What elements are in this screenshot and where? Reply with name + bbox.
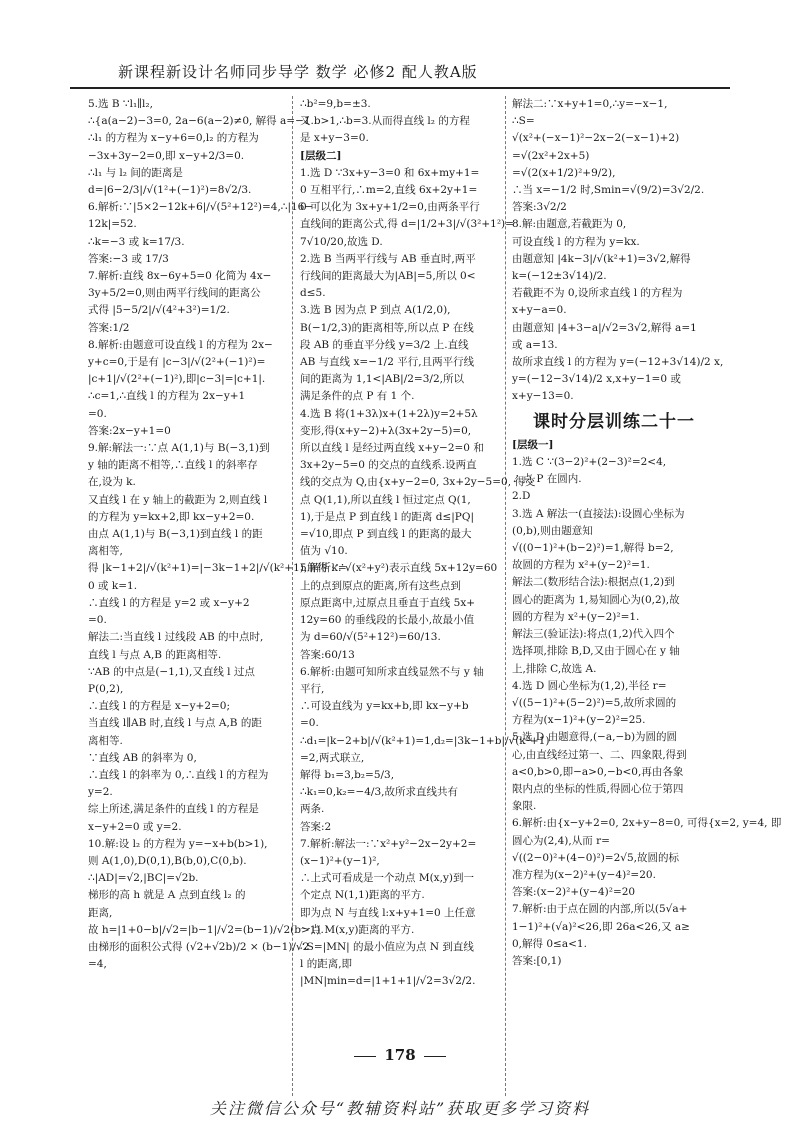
text-line: 为 d=60/√(5²+12²)=60/13. xyxy=(300,631,441,644)
text-line: 值为 √10. xyxy=(300,545,348,558)
text-line: 3y+5/2=0,则由两平行线间的距离公 xyxy=(88,287,261,300)
text-line: ∴S=|MN| 的最小值应为点 N 到直线 xyxy=(300,940,474,953)
text-line: 方程为(x−1)²+(y−2)²=25. xyxy=(512,714,646,727)
text-line: ∴|AD|=√2,|BC|=√2b. xyxy=(88,872,199,885)
text-line: |MN|min=d=|1+1+1|/√2=3√2/2. xyxy=(300,975,476,988)
text-line: 线的交点为 Q,由{x+y−2=0, 3x+2y−5=0, 得交 xyxy=(300,476,536,489)
text-line: 0 可以化为 3x+y+1/2=0,由两条平行 xyxy=(300,201,480,214)
text-line: y+c=0,于是有 |c−3|/√(2²+(−1)²)= xyxy=(88,356,266,369)
text-line: 故所求直线 l 的方程为 y=(−12+3√14)/2 x, xyxy=(512,356,724,369)
text-line: 解法三(验证法):将点(1,2)代入四个 xyxy=(512,628,675,641)
header-title: 新课程新设计名师同步导学 数学 必修2 配人教A版 xyxy=(118,63,478,81)
text-line: 变形,得(x+y−2)+λ(3x+2y−5)=0, xyxy=(300,424,472,437)
text-line: 答案:1/2 xyxy=(88,321,130,334)
text-line: l 的距离,即 xyxy=(300,958,353,971)
text-line: =√10,即点 P 到直线 l 的距离的最大 xyxy=(300,528,472,541)
text-line: 当直线 l∥AB 时,直线 l 与点 A,B 的距 xyxy=(88,717,262,730)
text-line: 课时分层训练二十一 xyxy=(533,411,695,432)
text-line: 4.选 D 圆心坐标为(1,2),半径 r= xyxy=(512,679,667,692)
column-divider xyxy=(505,96,506,1096)
text-line: y=2. xyxy=(88,786,113,799)
text-line: 间的距离为 1,1<|AB|/2=3/2,所以 xyxy=(300,373,464,386)
text-line: [层级一] xyxy=(512,438,554,451)
text-line: 上的点到原点的距离,所有这些点到 xyxy=(300,579,461,592)
text-line: 段 AB 的垂直平分线 y=3/2 上.直线 xyxy=(300,338,469,351)
text-line: 答案:3√2/2 xyxy=(512,201,567,214)
text-line: 平行, xyxy=(300,682,325,695)
text-line: 解法二:当直线 l 过线段 AB 的中点时, xyxy=(88,631,264,644)
text-line: ∴k=−3 或 k=17/3. xyxy=(88,235,185,248)
text-line: ∴可设直线为 y=kx+b,即 kx−y+b xyxy=(300,700,469,713)
text-line: 圆心为(2,4),从而 r= xyxy=(512,834,610,847)
text-line: =2,两式联立, xyxy=(300,751,365,764)
text-line: =0. xyxy=(88,614,107,627)
text-line: d≤5. xyxy=(300,287,326,300)
text-line: ∴直线 l 的斜率为 0,∴直线 l 的方程为 xyxy=(88,768,269,781)
text-line: 离相等, xyxy=(88,545,123,558)
text-line: 解法二(数形结合法):根据点(1,2)到 xyxy=(512,576,675,589)
answer-column-right xyxy=(512,96,782,970)
text-line: 是 x+y−3=0. xyxy=(300,132,369,145)
text-line: =0. xyxy=(88,407,107,420)
text-line: 7.解析:直线 8x−6y+5=0 化简为 4x− xyxy=(88,270,272,283)
page-number: 178 xyxy=(340,1046,460,1064)
text-line: 4.选 B 将(1+3λ)x+(1+2λ)y=2+5λ xyxy=(300,407,478,420)
text-line: 象限. xyxy=(512,800,537,813)
text-line: 10.解:设 l₂ 的方程为 y=−x+b(b>1), xyxy=(88,837,268,850)
text-line: −3x+3y−2=0,即 x−y+2/3=0. xyxy=(88,149,245,162)
text-line: 7√10/20,故选 D. xyxy=(300,235,383,248)
text-line: 3.选 B 因为点 P 到点 A(1/2,0), xyxy=(300,304,451,317)
text-line: =√(2(x+1/2)²+9/2), xyxy=(512,166,616,179)
text-line: 5.解析:∵√(x²+y²)表示直线 5x+12y=60 xyxy=(300,562,498,575)
text-line: 式得 |5−5/2|/√(4²+3²)=1/2. xyxy=(88,304,230,317)
text-line: 1.选 D ∵3x+y−3=0 和 6x+my+1= xyxy=(300,166,480,179)
text-line: √(x²+(−x−1)²−2x−2(−x−1)+2) xyxy=(512,132,680,145)
text-line: 则 A(1,0),D(0,1),B(b,0),C(0,b). xyxy=(88,854,247,867)
text-line: ∴c=1,∴直线 l 的方程为 2x−y+1 xyxy=(88,390,246,403)
text-line: (0,b),则由题意知 xyxy=(512,524,593,537)
text-line: 两条. xyxy=(300,803,325,816)
text-line: 或 a=13. xyxy=(512,338,558,351)
text-line: 圆的方程为 x²+(y−2)²=1. xyxy=(512,610,640,623)
text-line: ∴l₁ 的方程为 x−y+6=0,l₂ 的方程为 xyxy=(88,132,259,145)
text-line: √((2−0)²+(4−0)²)=2√5,故圆的标 xyxy=(512,851,679,864)
text-line: 1),于是点 P 到直线 l 的距离 d≤|PQ| xyxy=(300,510,474,523)
text-line: 直线 l 与点 A,B 的距离相等. xyxy=(88,648,222,661)
text-line: ∴直线 l 的方程是 y=2 或 x−y+2 xyxy=(88,596,250,609)
text-line: 直线间的距离公式,得 d=|1/2+3|/√(3²+1²)= xyxy=(300,218,514,231)
text-line: =0. xyxy=(300,717,319,730)
text-line: 所以直线 l 是经过两直线 x+y−2=0 和 xyxy=(300,442,484,455)
text-line: √((5−1)²+(5−2)²)=5,故所求圆的 xyxy=(512,696,677,709)
text-line: 个定点 N(1,1)距离的平方. xyxy=(300,889,425,902)
text-line: 由梯形的面积公式得 (√2+√2b)/2 × (b−1)/√2 xyxy=(88,940,310,953)
text-line: ∴上式可看成是一个动点 M(x,y)到一 xyxy=(300,872,474,885)
text-line: 答案:−3 或 17/3 xyxy=(88,252,169,265)
text-line: 答案:2x−y+1=0 xyxy=(88,424,171,437)
text-line: 8.解:由题意,若截距为 0, xyxy=(512,218,627,231)
text-line: d=|6−2/3|/√(1²+(−1)²)=8√2/3. xyxy=(88,184,252,197)
text-line: x+y−13=0. xyxy=(512,390,574,403)
text-line: 8.解析:由题意可设直线 l 的方程为 2x− xyxy=(88,338,273,351)
text-line: 的方程为 y=kx+2,即 kx−y+2=0. xyxy=(88,510,255,523)
text-line: 得 |k−1+2|/√(k²+1)=|−3k−1+2|/√(k²+1),解得 k= xyxy=(88,562,347,575)
text-line: 6.解析:由题可知所求直线显然不与 y 轴 xyxy=(300,665,484,678)
text-line: 由题意知 |4+3−a|/√2=3√2,解得 a=1 xyxy=(512,321,697,334)
text-line: 2.选 B 当两平行线与 AB 垂直时,两平 xyxy=(300,252,476,265)
text-line: 故 h=|1+0−b|/√2=|b−1|/√2=(b−1)/√2(b>1). xyxy=(88,923,324,936)
text-line: 3x+2y−5=0 的交点的直线系.设两直 xyxy=(300,459,477,472)
text-line: 心,由直线经过第一、二、四象限,得到 xyxy=(512,748,687,761)
text-line: 9.解:解法一:∵点 A(1,1)与 B(−3,1)到 xyxy=(88,442,270,455)
text-line: 圆心的距离为 1,易知圆心为(0,2),故 xyxy=(512,593,680,606)
text-line: 一点 M(x,y)距离的平方. xyxy=(300,923,415,936)
text-line: 解得 b₁=3,b₂=5/3, xyxy=(300,768,395,781)
text-line: 由题意知 |4k−3|/√(k²+1)=3√2,解得 xyxy=(512,252,691,265)
text-line: ∴l₁ 与 l₂ 间的距离是 xyxy=(88,166,183,179)
text-line: 12y=60 的垂线段的长最小,故最小值 xyxy=(300,614,475,627)
text-line: =√(2x²+2x+5) xyxy=(512,149,590,162)
text-line: ∴S= xyxy=(512,115,535,128)
text-line: ∴k₁=0,k₂=−4/3,故所求直线共有 xyxy=(300,786,458,799)
text-line: 梯形的高 h 就是 A 点到直线 l₂ 的 xyxy=(88,889,246,902)
text-line: 原点距离中,过原点且垂直于直线 5x+ xyxy=(300,596,476,609)
page-header xyxy=(70,57,730,89)
text-line: 准方程为(x−2)²+(y−4)²=20. xyxy=(512,868,656,881)
text-line: 6.解析:∵|5×2−12k+6|/√(5²+12²)=4,∴|16− xyxy=(88,201,314,214)
text-line: 1.选 C ∵(3−2)²+(2−3)²=2<4, xyxy=(512,456,667,469)
text-line: 0,解得 0≤a<1. xyxy=(512,937,587,950)
text-line: 上,排除 C,故选 A. xyxy=(512,662,597,675)
text-line: x+y−a=0. xyxy=(512,304,567,317)
text-line: ∴b²=9,b=±3. xyxy=(300,98,371,110)
text-line: =4, xyxy=(88,958,107,971)
text-line: B(−1/2,3)的距离相等,所以点 P 在线 xyxy=(300,321,474,334)
text-line: √((0−1)²+(b−2)²)=1,解得 b=2, xyxy=(512,542,674,555)
text-line: P(0,2), xyxy=(88,682,124,695)
text-line: k=(−12±3√14)/2. xyxy=(512,270,607,283)
text-line: y 轴的距离不相等,∴直线 l 的斜率存 xyxy=(88,459,258,472)
text-line: 即为点 N 与直线 l:x+y+1=0 上任意 xyxy=(300,906,476,919)
text-line: AB 与直线 x=−1/2 平行,且两平行线 xyxy=(300,356,475,369)
text-line: ∵AB 的中点是(−1,1),又直线 l 过点 xyxy=(88,665,255,678)
text-line: 综上所述,满足条件的直线 l 的方程是 xyxy=(88,803,259,816)
text-line: ∴当 x=−1/2 时,Smin=√(9/2)=3√2/2. xyxy=(512,184,705,197)
text-line: 5.选 B ∵l₁∥l₂, xyxy=(88,98,153,110)
text-line: 由点 A(1,1)与 B(−3,1)到直线 l 的距 xyxy=(88,528,263,541)
text-line: 7.解析:由于点在圆的内部,所以(5√a+ xyxy=(512,903,688,916)
text-line: 答案:60/13 xyxy=(300,648,355,661)
text-line: ∴{a(a−2)−3=0, 2a−6(a−2)≠0, 解得 a=−1. xyxy=(88,115,314,128)
text-line: 选择项,排除 B,D,又由于圆心在 y 轴 xyxy=(512,645,680,658)
text-line: 故圆的方程为 x²+(y−2)²=1. xyxy=(512,559,650,572)
text-line: 满足条件的点 P 有 1 个. xyxy=(300,390,415,403)
text-line: ∴直线 l 的方程是 x−y+2=0; xyxy=(88,700,231,713)
text-line: 12k|=52. xyxy=(88,218,137,231)
text-line: 解法二:∵x+y+1=0,∴y=−x−1, xyxy=(512,98,668,110)
text-line: 点 Q(1,1),所以直线 l 恒过定点 Q(1, xyxy=(300,493,471,506)
text-line: 0 或 k=1. xyxy=(88,579,138,592)
text-line: |c+1|/√(2²+(−1)²),即|c−3|=|c+1|. xyxy=(88,373,266,386)
text-line: 3.选 A 解法一(直接法):设圆心坐标为 xyxy=(512,507,685,520)
text-line: a<0,b>0,即−a>0,−b<0,再由各象 xyxy=(512,765,684,778)
text-line: 答案:2 xyxy=(300,820,332,833)
text-line: ∴点 P 在圆内. xyxy=(512,473,582,486)
text-line: 若截距不为 0,设所求直线 l 的方程为 xyxy=(512,287,683,300)
text-line: x−y+2=0 或 y=2. xyxy=(88,820,182,833)
text-line: 7.解析:解法一:∵x²+y²−2x−2y+2= xyxy=(300,837,477,850)
text-line: y=(−12−3√14)/2 x,x+y−1=0 或 xyxy=(512,373,681,386)
text-line: 距离, xyxy=(88,906,113,919)
text-line: (x−1)²+(y−1)², xyxy=(300,854,380,867)
text-line: 行线间的距离最大为|AB|=5,所以 0< xyxy=(300,270,476,283)
text-line: ∴d₁=|k−2+b|/√(k²+1)=1,d₂=|3k−1+b|/√(k²+1) xyxy=(300,734,550,747)
text-line: 答案:(x−2)²+(y−4)²=20 xyxy=(512,886,636,899)
footer-watermark: 关注微信公众号“教辅资料站”获取更多学习资料 xyxy=(209,1099,591,1118)
text-line: 6.解析:由{x−y+2=0, 2x+y−8=0, 可得{x=2, y=4, 即 xyxy=(512,817,782,830)
text-line: 答案:[0,1) xyxy=(512,954,562,967)
text-line: 0 互相平行,∴m=2,直线 6x+2y+1= xyxy=(300,184,478,197)
text-line: 限内点的坐标的性质,得圆心位于第四 xyxy=(512,782,684,795)
text-line: [层级二] xyxy=(300,149,342,162)
text-line: 可设直线 l 的方程为 y=kx. xyxy=(512,235,640,248)
text-line: 离相等. xyxy=(88,734,123,747)
text-line: 2.D xyxy=(512,490,531,503)
text-line: 在,设为 k. xyxy=(88,476,136,489)
text-line: 5.选 D 由题意得,(−a,−b)为圆的圆 xyxy=(512,731,678,744)
text-line: 又 b>1,∴b=3.从而得直线 l₂ 的方程 xyxy=(300,115,470,128)
text-line: 1−1)²+(√a)²<26,即 26a<26,又 a≥ xyxy=(512,920,690,933)
text-line: 又直线 l 在 y 轴上的截距为 2,则直线 l xyxy=(88,493,268,506)
text-line: ∵直线 AB 的斜率为 0, xyxy=(88,751,197,764)
